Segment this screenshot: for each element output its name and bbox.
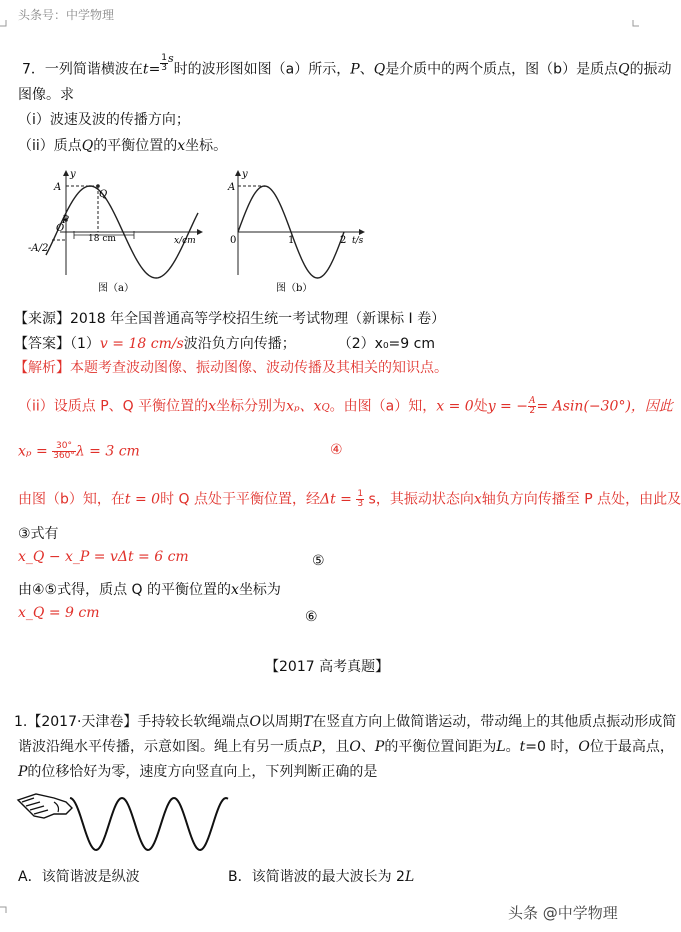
figure-a-waveform bbox=[26, 163, 206, 298]
equation-mark-6: ⑥ bbox=[305, 609, 318, 625]
fig-b-origin-label: 0 bbox=[230, 235, 237, 246]
analysis-line-3: ③式有 bbox=[18, 526, 59, 542]
fig-b-t-label: t/s bbox=[352, 236, 364, 246]
fig-b-y-label: y bbox=[242, 169, 248, 180]
source-line: 【来源】2018 年全国普通高等学校招生统一考试物理（新课标 I 卷） bbox=[14, 311, 446, 327]
fig-a-caption: 图（a） bbox=[98, 283, 134, 294]
rope-wave-illustration bbox=[14, 788, 234, 858]
fig-a-q-label: Q bbox=[99, 189, 108, 200]
fig-b-amp-label: A bbox=[228, 182, 236, 193]
fig-a-y-label: y bbox=[70, 169, 76, 180]
answer-line: 【答案】（1）v = 18 cm/s波沿负方向传播； （2）x₀=9 cm bbox=[14, 336, 435, 352]
analysis-fig-b-line: 由图（b）知，在t = 0时 Q 点处于平衡位置，经Δt = $\frac{1}{3}$ s，其振动状态向x轴负方向传播至 P 点处，由此及 bbox=[18, 489, 681, 509]
rope-wave-curve bbox=[70, 798, 228, 850]
q7-sub1: （i）波速及波的传播方向； bbox=[18, 112, 190, 128]
fig-b-tick-2: 2 bbox=[340, 235, 347, 246]
fig-a-amp-label: A bbox=[54, 182, 62, 193]
analysis-xp-equation: xₚ = $\frac{30^\circ}{360^\circ}$ λ = 3 cm bbox=[18, 441, 140, 461]
option-a: A．该简谐波是纵波 bbox=[18, 869, 140, 885]
q1-line1: 1.【2017·天津卷】手持较长软绳端点O以周期T在竖直方向上做简谐运动，带动绳上的其他质点振动形成简 bbox=[14, 714, 677, 730]
section-title: 【2017 高考真题】 bbox=[265, 659, 390, 675]
dt-fraction: $\frac{1}{3}$ bbox=[357, 489, 364, 509]
fig-a-point-q bbox=[96, 184, 100, 188]
q7-line1: 7．一列简谐横波在t= $\frac{1}{3}$ $^s$时的波形图如图（a）所示，P、Q是介质中的两个质点，图（b）是质点Q的振动 bbox=[22, 51, 672, 78]
equation-5: x_Q − x_P = vΔt = 6 cm bbox=[18, 549, 189, 565]
equation-mark-4: ④ bbox=[330, 442, 343, 458]
q1-line3: P的位移恰好为零，速度方向竖直向上，下列判断正确的是 bbox=[18, 764, 378, 780]
equation-mark-5: ⑤ bbox=[312, 553, 325, 569]
hand-icon bbox=[18, 794, 72, 818]
crop-mark-bottom-left bbox=[0, 906, 7, 913]
fig-a-dist-label: 18 cm bbox=[88, 234, 116, 244]
neg-half-amp-fraction: $\frac{A}{2}$ bbox=[528, 396, 536, 416]
header-source: 头条号：中学物理 bbox=[18, 8, 115, 22]
crop-mark-top-right bbox=[632, 20, 639, 27]
fig-a-neg-half-label: -A/2 bbox=[28, 243, 49, 254]
fig-a-origin-label: O bbox=[56, 223, 65, 234]
fig-a-p-label: P bbox=[62, 215, 69, 226]
q7-sub2: （ii）质点Q的平衡位置的x坐标。 bbox=[18, 138, 228, 154]
figure-b-vibration bbox=[222, 163, 372, 298]
analysis-title: 【解析】本题考查波动图像、振动图像、波动传播及其相关的知识点。 bbox=[14, 360, 448, 376]
fig-b-tick-1: 1 bbox=[288, 235, 295, 246]
fig-a-x-label: x/cm bbox=[174, 236, 196, 246]
equation-6: x_Q = 9 cm bbox=[18, 605, 100, 621]
option-b: B．该简谐波的最大波长为 2L bbox=[228, 869, 415, 885]
crop-mark-top-left bbox=[0, 20, 7, 27]
xp-fraction: $\frac{30^\circ}{360^\circ}$ bbox=[53, 441, 75, 461]
time-fraction: $\frac{1}{3}$ bbox=[161, 53, 168, 73]
q1-line2: 谐波沿绳水平传播，示意如图。绳上有另一质点P，且O、P的平衡位置间距为L。t=0 时，O位于最高点， bbox=[18, 739, 674, 755]
analysis-ii-line: （ii）设质点 P、Q 平衡位置的x坐标分别为xₚ、xQ。由图（a）知，x = 0处y = − $\frac{A}{2}$ = Asin(−30°)，因此 bbox=[18, 396, 673, 416]
fig-b-caption: 图（b） bbox=[276, 283, 313, 294]
analysis-line-45: 由④⑤式得，质点 Q 的平衡位置的x坐标为 bbox=[18, 582, 281, 598]
q7-line2: 图像。求 bbox=[18, 87, 74, 103]
watermark: 头条 @中学物理 bbox=[508, 904, 618, 922]
